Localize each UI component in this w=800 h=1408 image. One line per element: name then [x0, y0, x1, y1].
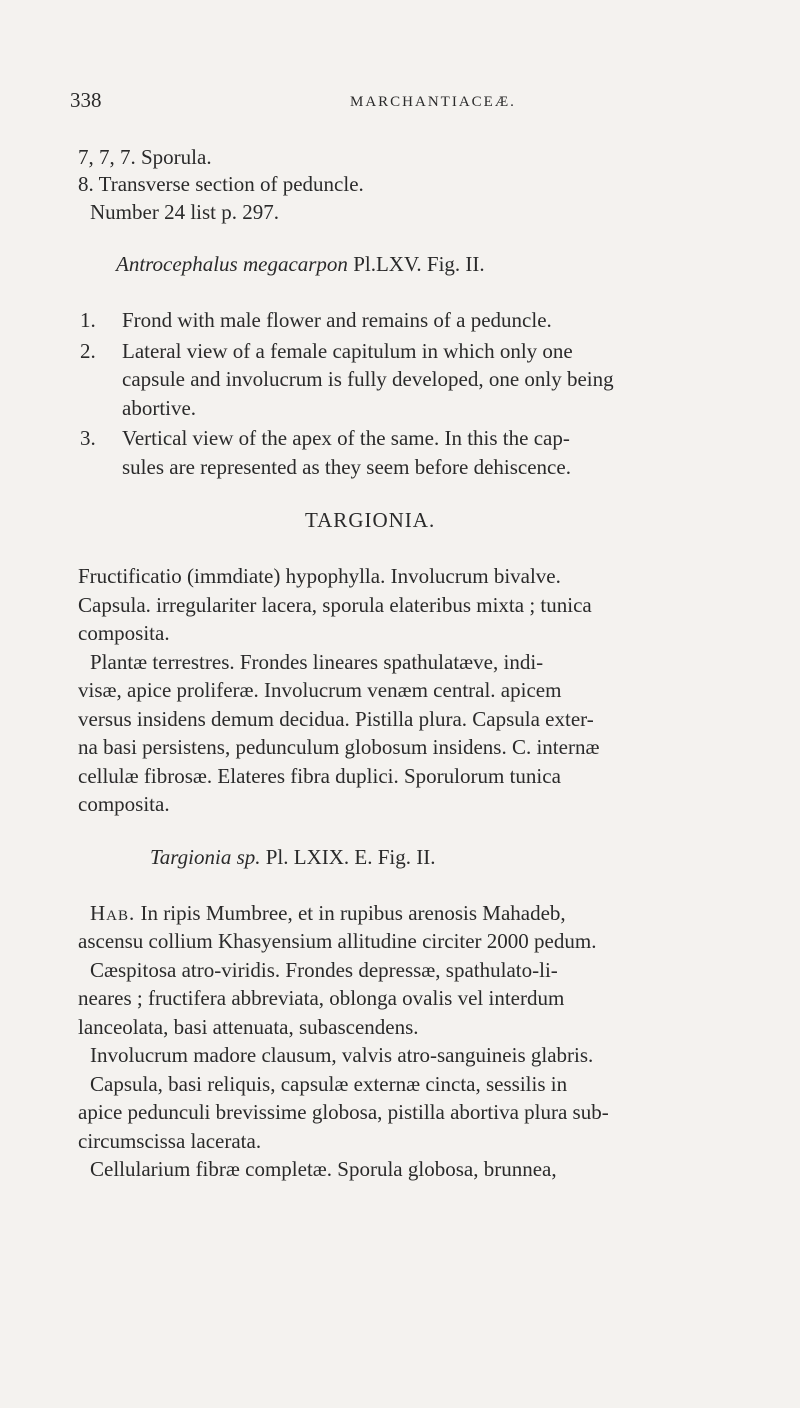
habitat-line: neares ; fructifera abbreviata, oblonga ovalis vel interdum	[78, 986, 565, 1010]
description-line: visæ, apice proliferæ. Involucrum venæm central. apicem	[78, 678, 562, 702]
habitat-label: Hab.	[90, 901, 136, 925]
figure-number: 2.	[80, 339, 96, 363]
figure-number: 1.	[80, 308, 96, 332]
running-title: MARCHANTIACEÆ.	[350, 94, 516, 110]
figure-caption: 7, 7, 7. Sporula.	[78, 145, 212, 169]
description-line: Fructificatio (immdiate) hypophylla. Involucrum bivalve.	[78, 564, 561, 588]
habitat-line: Involucrum madore clausum, valvis atro-sanguineis glabris.	[90, 1043, 594, 1067]
species-name: Targionia sp.	[150, 845, 261, 869]
description-line: Capsula. irregulariter lacera, sporula elateribus mixta ; tunica	[78, 593, 592, 617]
habitat-text: In ripis Mumbree, et in rupibus arenosis Mahadeb,	[135, 901, 566, 925]
plate-heading	[150, 845, 436, 870]
figure-caption: Vertical view of the apex of the same. In this the cap-	[122, 426, 570, 450]
figure-caption: 8. Transverse section of peduncle.	[78, 172, 364, 196]
figure-caption: abortive.	[122, 396, 197, 420]
figure-number: 3.	[80, 426, 96, 450]
habitat-line: Capsula, basi reliquis, capsulæ externæ cincta, sessilis in	[90, 1072, 568, 1096]
species-name: Antrocephalus megacarpon	[116, 252, 348, 276]
habitat-line	[90, 899, 566, 927]
figure-caption: Lateral view of a female capitulum in which only one	[122, 339, 573, 363]
description-line: na basi persistens, pedunculum globosum insidens. C. internæ	[78, 735, 600, 759]
plate-reference: Pl. LXIX. E. Fig. II.	[260, 845, 436, 869]
page-number: 338	[70, 88, 102, 112]
description-line: composita.	[78, 621, 170, 645]
description-line: Plantæ terrestres. Frondes lineares spathulatæve, indi-	[90, 650, 544, 674]
habitat-line: circumscissa lacerata.	[78, 1129, 262, 1153]
figure-caption: capsule and involucrum is fully developed, one only being	[122, 367, 614, 391]
habitat-line: ascensu collium Khasyensium allitudine circiter 2000 pedum.	[78, 929, 597, 953]
description-line: cellulæ fibrosæ. Elateres fibra duplici. Sporulorum tunica	[78, 764, 561, 788]
plate-heading	[116, 252, 485, 277]
figure-caption: Frond with male flower and remains of a peduncle.	[122, 308, 552, 332]
habitat-line: lanceolata, basi attenuata, subascendens.	[78, 1015, 419, 1039]
figure-caption: sules are represented as they seem before dehiscence.	[122, 455, 571, 479]
description-line: versus insidens demum decidua. Pistilla plura. Capsula exter-	[78, 707, 594, 731]
plate-reference: Pl.LXV. Fig. II.	[347, 252, 485, 276]
genus-heading: TARGIONIA.	[305, 508, 436, 532]
habitat-line: Cæspitosa atro-viridis. Frondes depressæ, spathulato-li-	[90, 958, 558, 982]
figure-caption: Number 24 list p. 297.	[90, 200, 279, 224]
habitat-line: Cellularium fibræ completæ. Sporula globosa, brunnea,	[90, 1157, 557, 1181]
description-line: composita.	[78, 792, 170, 816]
habitat-line: apice pedunculi brevissime globosa, pistilla abortiva plura sub-	[78, 1100, 609, 1124]
